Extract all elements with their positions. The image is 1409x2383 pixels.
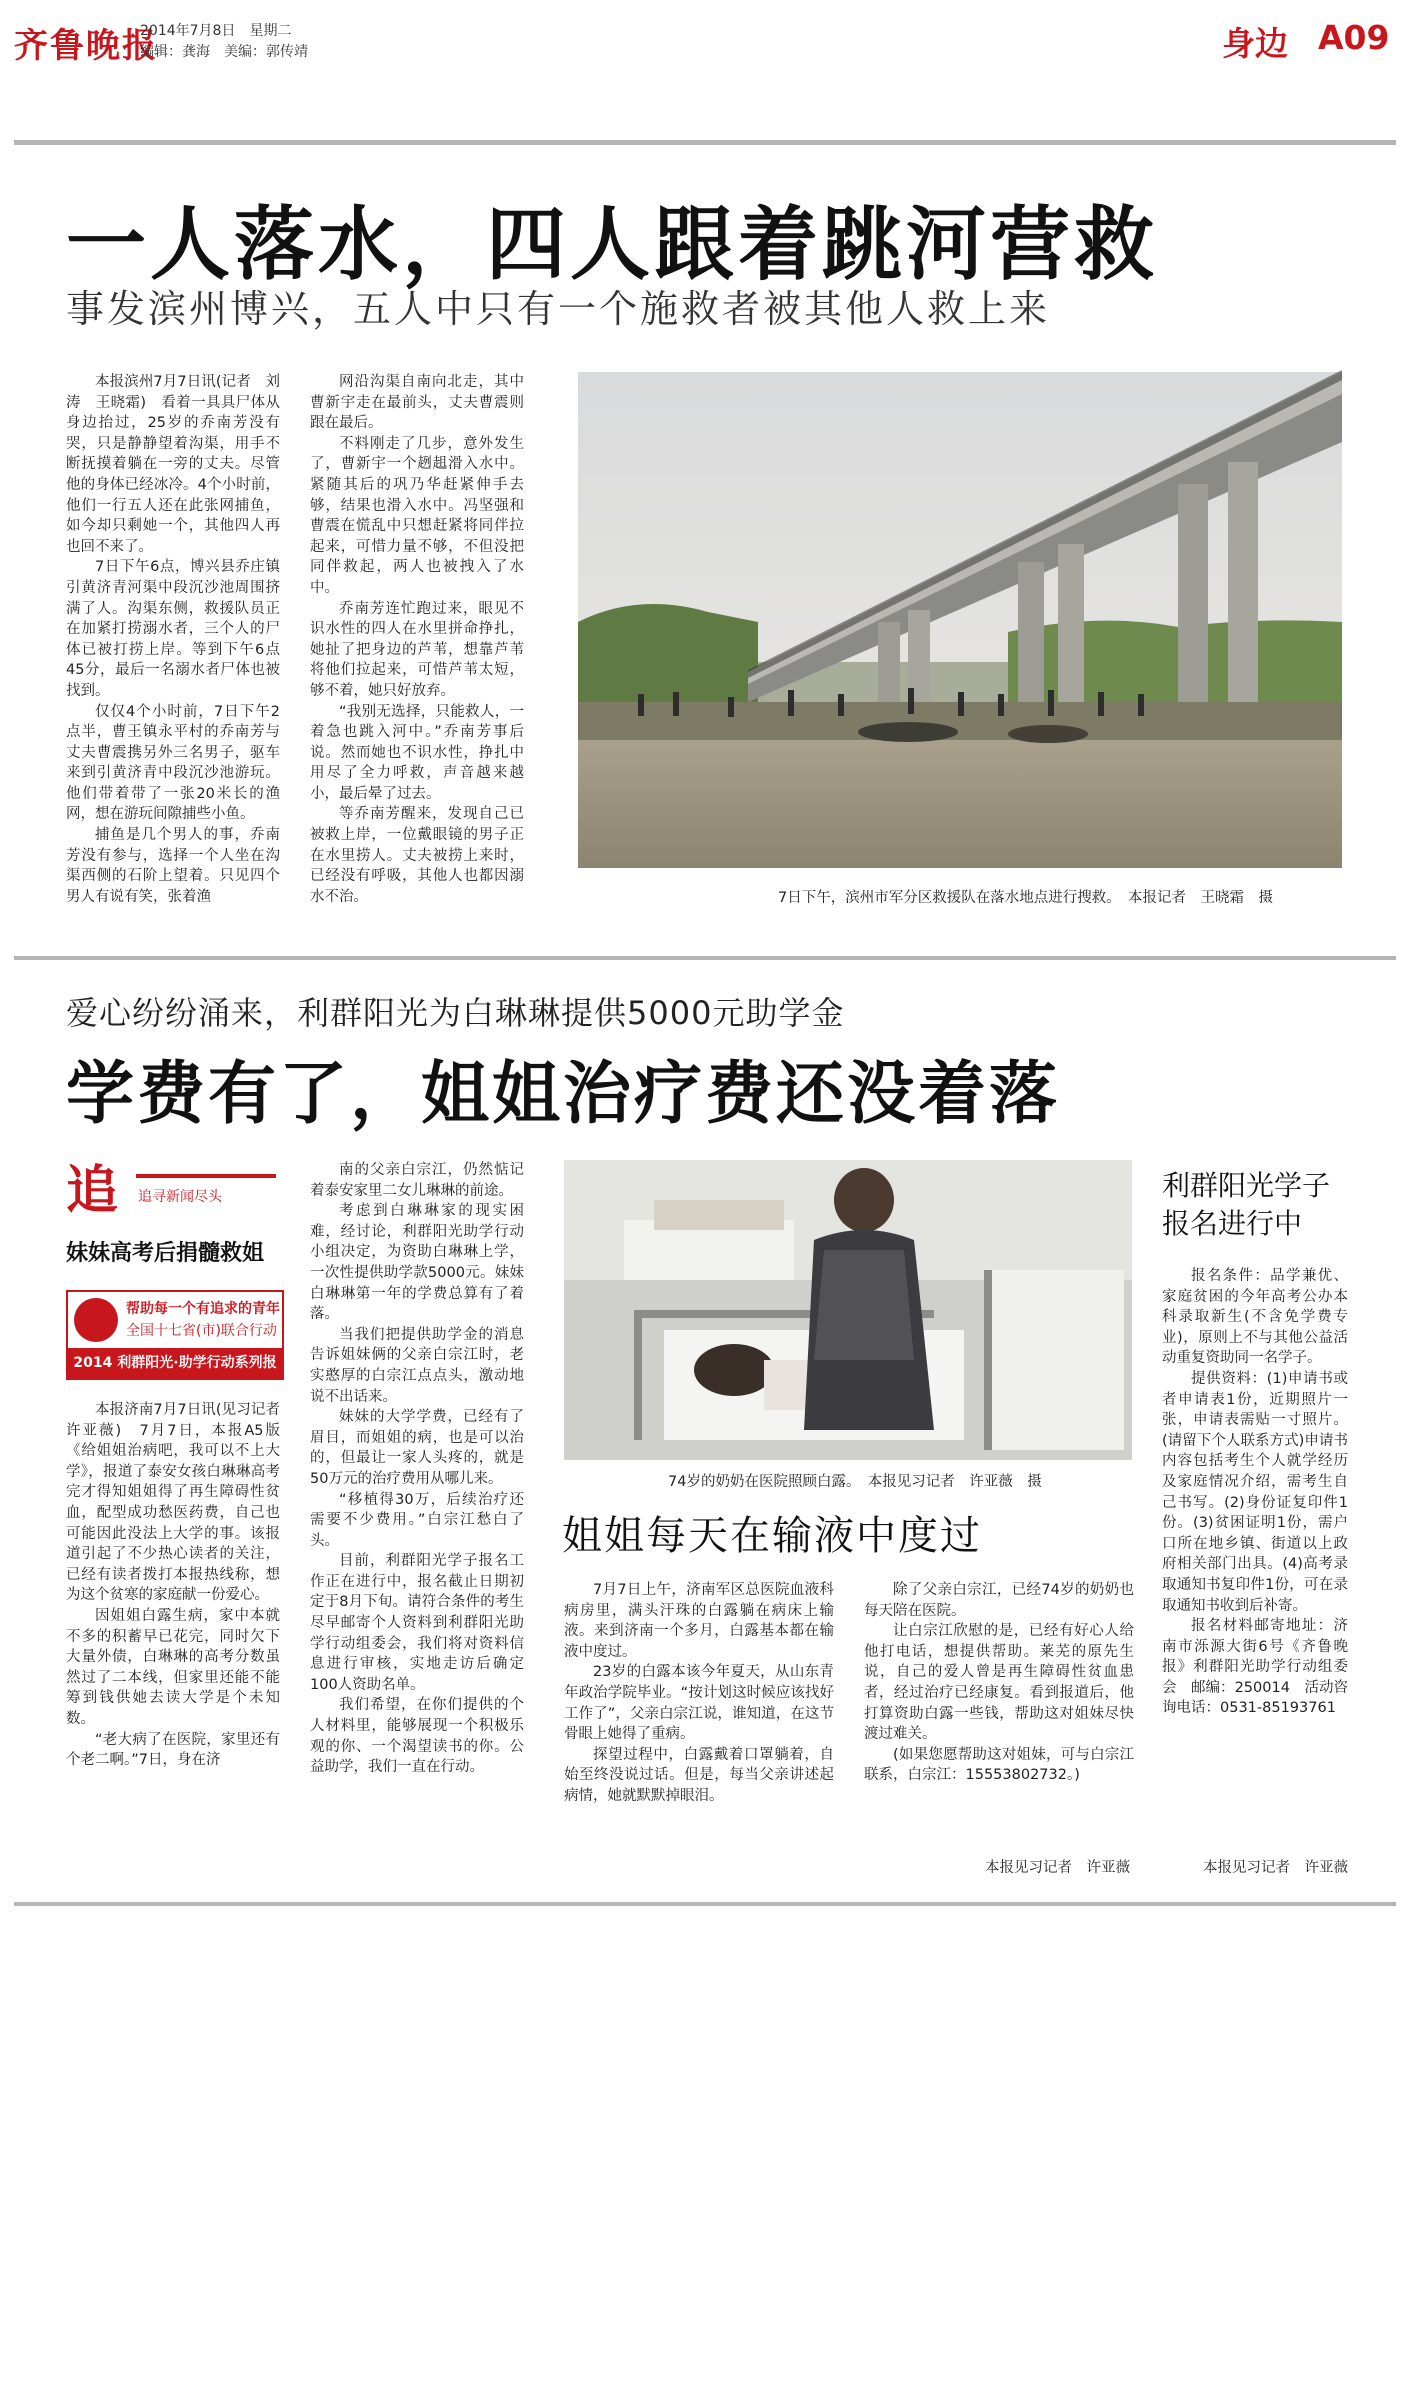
paragraph: 本报济南7月7日讯(见习记者 许亚薇) 7月7日，本报A5版《给姐姐治病吧，我可以不上大学》，报道了泰安女孩白琳琳高考完才得知姐姐得了再生障碍性贫血，配型成功愁医药费，自己也可能因此没法上大学的事。该报道引起了不少热心读者的关注，已经有读者拨打本报热线称，想为这个贫寒的家庭献一份爱心。 <box>66 1402 295 1604</box>
follow-logo-main: 追 <box>66 1160 119 1221</box>
sidebar-title-line-2: 报名进行中 <box>1162 1207 1303 1240</box>
paragraph: 等乔南芳醒来，发现自己已被救上岸，一位戴眼镜的男子正在水里捞人。丈夫被捞上来时，已经没有呼吸，其他人也都因溺水不治。 <box>310 806 524 905</box>
page-number: A09 <box>1318 18 1390 57</box>
paragraph: “老大病了在医院，家里还有个老二啊。”7日，身在济 <box>66 1731 280 1769</box>
hospital-ward-illustration <box>564 1160 1132 1460</box>
banner-bar: 2014 利群阳光·助学行动系列报道 <box>68 1348 282 1378</box>
paragraph: (如果您愿帮助这对姐妹，可与白宗江联系，白宗江：15553802732。) <box>864 1746 1134 1784</box>
paragraph: 妹妹的大学学费，已经有了眉目，而姐姐的病，也是可以治的，但最让一家人头疼的，就是50万元的治疗费用从哪儿来。 <box>310 1409 524 1487</box>
paragraph: 7日下午6点，博兴县乔庄镇引黄济青河渠中段沉沙池周围挤满了人。沟渠东侧，救援队员正在加紧打捞溺水者，三个人的尸体已被打捞上岸。等到下午6点45分，最后一名溺水者尸体也被找到。 <box>66 559 280 699</box>
side-byline: 本报见习记者 许亚薇 <box>1203 1860 1348 1876</box>
banner-line-1: 帮助每一个有追求的青年 <box>126 1301 280 1317</box>
paragraph: 让白宗江欣慰的是，已经有好心人给他打电话，想提供帮助。莱芜的原先生说，自己的爱人曾是再生障碍性贫血患者，经过治疗已经康复。看到报道后，他打算资助白露一些钱，帮助这对姐妹尽快渡过难关。 <box>864 1623 1134 1743</box>
sidebar-box-title <box>1162 1167 1330 1243</box>
paragraph: 考虑到白琳琳家的现实困难，经讨论，利群阳光助学行动小组决定，为资助白琳琳上学，一次性提供助学款5000元。妹妹白琳琳第一年的学费总算有了着落。 <box>310 1203 524 1323</box>
paragraph: “移植得30万，后续治疗还需要不少费用。”白宗江愁白了头。 <box>310 1491 524 1549</box>
section-name: 身边 <box>1222 24 1288 63</box>
follow-logo-sub: 追寻新闻尽头 <box>138 1189 222 1205</box>
paragraph: 我们希望，在你们提供的个人材料里，能够展现一个积极乐观的你、一个渴望读书的你。公益助学，我们一直在行动。 <box>310 1697 524 1776</box>
paragraph: 捕鱼是几个男人的事，乔南芳没有参与，选择一个人坐在沟渠西侧的石阶上望着。只见四个男人有说有笑，张着渔 <box>66 827 280 905</box>
program-emblem-icon <box>74 1298 118 1342</box>
paragraph: 南的父亲白宗江，仍然惦记着泰安家里二女儿琳琳的前途。 <box>310 1162 524 1199</box>
paragraph: 7月7日上午，济南军区总医院血液科病房里，满头汗珠的白露躺在病床上输液。来到济南一个多月，白露基本都在输液中度过。 <box>564 1582 834 1660</box>
story1-column-1 <box>66 372 280 912</box>
paragraph: 探望过程中，白露戴着口罩躺着，自始至终没说过话。但是，每当父亲讲述起病情，她就默默掉眼泪。 <box>564 1746 834 1804</box>
story1-headline: 一人落水，四人跟着跳河营救 <box>66 198 1158 291</box>
sidebar-headline: 姐姐每天在输液中度过 <box>562 1513 982 1559</box>
bottom-divider <box>14 1902 1396 1906</box>
story2-column-2 <box>310 1160 524 1885</box>
story2-photo-caption: 74岁的奶奶在医院照顾白露。 本报见习记者 许亚薇 摄 <box>668 1474 1042 1490</box>
paragraph: “我别无选择，只能救人，一着急也跳入河中。”乔南芳事后说。然而她也不识水性，挣扎中用尽了全力呼救，声音越来越小，最后晕了过去。 <box>310 703 524 802</box>
banner-line-2: 全国十七省(市)联合行动 <box>126 1323 277 1339</box>
story1-photo-caption: 7日下午，滨州市军分区救援队在落水地点进行搜救。 本报记者 王晓霜 摄 <box>778 890 1273 906</box>
story1-subhead: 事发滨州博兴，五人中只有一个施救者被其他人救上来 <box>66 287 1051 331</box>
paragraph: 提供资料：(1)申请书或者申请表1份，近期照片一张，申请表需贴一寸照片。(请留下个人联系方式)申请书内容包括考生个人就学经历及家庭情况介绍，需考生自己书写。(2)身份证复印件1份。(3)贫困证明1份，需户口所在地乡镇、街道以上政府相关部门出具。(4)高考录取通知书复印件1份，可在录取通知书收到后补寄。 <box>1162 1370 1348 1614</box>
masthead-logo: 齐鲁晚报 <box>14 26 158 66</box>
rescue-scene-photo <box>578 372 1342 868</box>
paragraph: 乔南芳连忙跑过来，眼见不识水性的四人在水里拼命挣扎，她扯了把身边的芦苇，想靠芦苇将他们拉起来，可惜芦苇太短，够不着，她只好放弃。 <box>310 600 524 699</box>
hospital-photo <box>564 1160 1132 1460</box>
paragraph: 当我们把提供助学金的消息告诉姐妹俩的父亲白宗江时，老实憨厚的白宗江点点头，激动地说不出话来。 <box>310 1326 524 1405</box>
story1-column-2 <box>310 372 524 912</box>
paragraph: 不料刚走了几步，意外发生了，曹新宇一个趔趄滑入水中。紧随其后的巩乃华赶紧伸手去够，结果也滑入水中。冯坚强和曹震在慌乱中只想赶紧将同伴拉起来，可惜力量不够，不但没把同伴救起，两人也被拽入了水中。 <box>310 435 524 596</box>
bridge-river-illustration <box>578 372 1342 868</box>
paragraph: 本报滨州7月7日讯(记者 刘涛 王晓霜) 看着一具具尸体从身边抬过，25岁的乔南芳没有哭，只是静静望着沟渠，用手不断抚摸着躺在一旁的丈夫。尽管他的身体已经冰冷。4个小时前，他们一行五人还在此张网捕鱼，如今却只剩她一个，其他四人再也回不来了。 <box>66 374 280 555</box>
paragraph: 报名材料邮寄地址：济南市泺源大街6号《齐鲁晚报》利群阳光助学行动组委会 邮编：250014 活动咨询电话：0531-85193761 <box>1162 1618 1348 1717</box>
story2-mid-column-1 <box>564 1580 834 1880</box>
paragraph: 网沿沟渠自南向北走，其中曹新宇走在最前头，丈夫曹震则跟在最后。 <box>310 374 524 432</box>
story2-kicker: 爱心纷纷涌来，利群阳光为白琳琳提供5000元助学金 <box>66 994 845 1032</box>
middle-divider <box>14 956 1396 960</box>
follow-up-title: 妹妹高考后捐髓救姐 <box>66 1241 265 1266</box>
banner-top <box>68 1292 282 1348</box>
mid-byline: 本报见习记者 许亚薇 <box>985 1860 1130 1876</box>
editor-credits: 编辑：龚海 美编：郭传靖 <box>140 44 308 60</box>
sidebar-title-line-1: 利群阳光学子 <box>1162 1169 1331 1202</box>
program-banner <box>66 1290 284 1401</box>
paragraph: 目前，利群阳光学子报名工作正在进行中，报名截止日期初定于8月下旬。请符合条件的考生尽早邮寄个人资料到利群阳光助学行动组委会，我们将对资料信息进行审核，实地走访后确定100人资助名单。 <box>310 1553 524 1693</box>
paragraph: 23岁的白露本该今年夏天，从山东青年政治学院毕业。“按计划这时候应该找好工作了”，父亲白宗江说，谁知道，在这节骨眼上她得了重病。 <box>564 1664 834 1743</box>
logo-rule <box>136 1174 276 1178</box>
paragraph: 因姐姐白露生病，家中本就不多的积蓄早已花完，同时欠下大量外债，白琳琳的高考分数虽然过了二本线，但家里还能不能筹到钱供她去读大学是个未知数。 <box>66 1607 280 1727</box>
story2-side-column <box>1162 1266 1348 1856</box>
follow-up-logo <box>66 1160 286 1222</box>
story2-mid-column-2 <box>864 1580 1134 1855</box>
story2-headline: 学费有了，姐姐治疗费还没着落 <box>66 1055 1061 1134</box>
story2-column-1 <box>66 1400 295 1885</box>
paragraph: 仅仅4个小时前，7日下午2点半，曹王镇永平村的乔南芳与丈夫曹震携另外三名男子，驱车来到引黄济青中段沉沙池游玩。他们带着带了一张20米长的渔网，想在游玩间隙捕些小鱼。 <box>66 703 280 823</box>
top-divider <box>14 140 1396 145</box>
paragraph: 除了父亲白宗江，已经74岁的奶奶也每天陪在医院。 <box>864 1582 1134 1619</box>
issue-date: 2014年7月8日 星期二 <box>140 23 292 39</box>
paragraph: 报名条件：品学兼优、家庭贫困的今年高考公办本科录取新生(不含免学费专业)，原则上不与其他公益活动重复资助同一名学子。 <box>1162 1268 1348 1367</box>
